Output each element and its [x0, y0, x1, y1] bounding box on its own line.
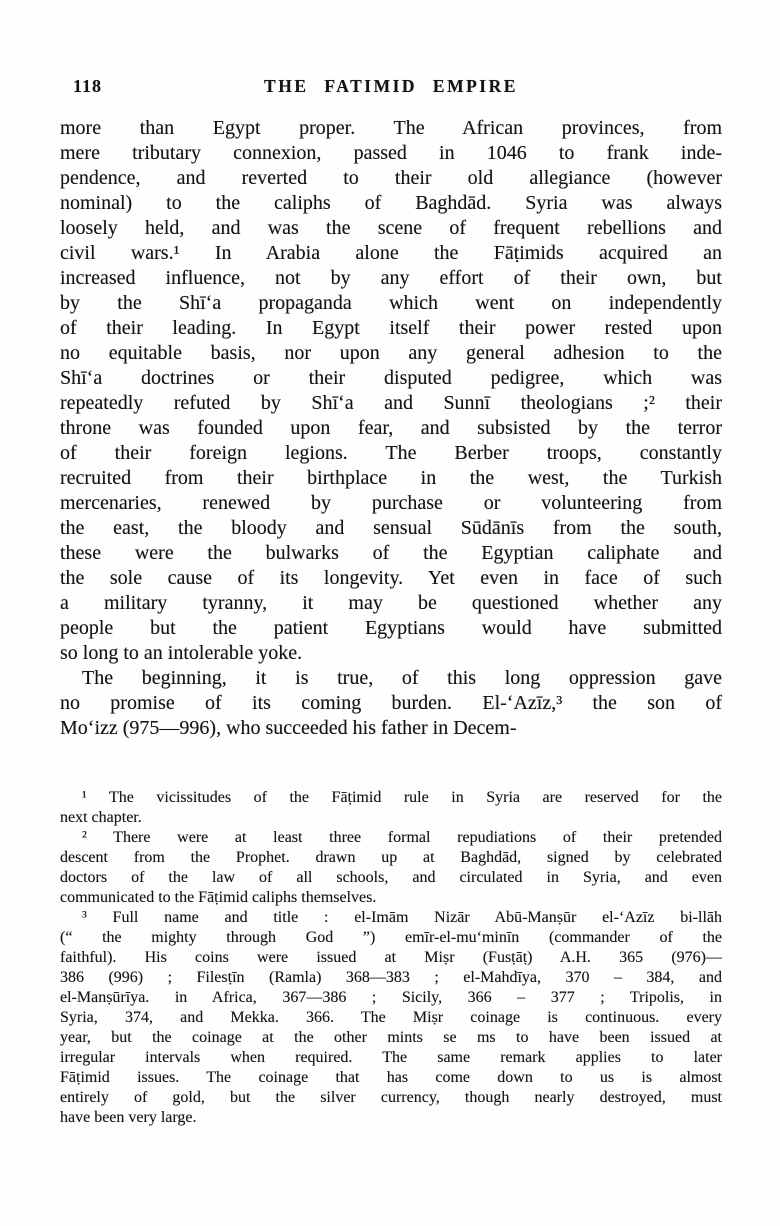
- text-line: have been very large.: [60, 1109, 197, 1126]
- footnotes: [60, 788, 722, 1128]
- text-line: throne was founded upon fear, and subsisted by the terror: [60, 417, 722, 439]
- page-header: [60, 76, 722, 100]
- text-line: a military tyranny, it may be questioned whether any: [60, 592, 722, 614]
- text-line: mercenaries, renewed by purchase or volunteering from: [60, 492, 722, 514]
- text-line: nominal) to the caliphs of Baghdād. Syria was always: [60, 192, 722, 214]
- text-line: doctors of the law of all schools, and circulated in Syria, and even: [60, 869, 722, 886]
- text-line: no promise of its coming burden. El-‘Azīz,³ the son of: [60, 692, 722, 714]
- text-line: recruited from their birthplace in the west, the Turkish: [60, 467, 722, 489]
- text-line: pendence, and reverted to their old allegiance (however: [60, 167, 722, 189]
- text-line: mere tributary connexion, passed in 1046 to frank inde-: [60, 142, 722, 164]
- text-line: people but the patient Egyptians would have submitted: [60, 617, 722, 639]
- text-line: (“ the mighty through God ”) emīr-el-mu‘minīn (commander of the: [60, 929, 722, 946]
- text-line: of their leading. In Egypt itself their power rested upon: [60, 317, 722, 339]
- body-text: [60, 116, 722, 741]
- text-line: these were the bulwarks of the Egyptian caliphate and: [60, 542, 722, 564]
- text-line: ² There were at least three formal repudiations of their pretended: [82, 829, 722, 846]
- text-line: the east, the bloody and sensual Sūdānīs from the south,: [60, 517, 722, 539]
- text-line: communicated to the Fāṭimid caliphs themselves.: [60, 889, 377, 906]
- running-title: THE FATIMID EMPIRE: [264, 76, 518, 96]
- text-line: so long to an intolerable yoke.: [60, 642, 303, 664]
- text-line: ³ Full name and title : el-Imām Nizār Abū-Manṣūr el-‘Azīz bi-llāh: [82, 909, 722, 926]
- text-line: ¹ The vicissitudes of the Fāṭimid rule in Syria are reserved for the: [82, 789, 722, 806]
- text-line: el-Manṣūrīya. in Africa, 367—386 ; Sicily, 366 – 377 ; Tripolis, in: [60, 989, 722, 1006]
- page-number: 118: [73, 76, 103, 96]
- text-line: loosely held, and was the scene of frequent rebellions and: [60, 217, 722, 239]
- text-line: 386 (996) ; Filesṭīn (Ramla) 368—383 ; el-Mahdīya, 370 – 384, and: [60, 969, 722, 986]
- text-line: of their foreign legions. The Berber troops, constantly: [60, 442, 722, 464]
- text-line: descent from the Prophet. drawn up at Baghdād, signed by celebrated: [60, 849, 722, 866]
- text-line: Syria, 374, and Mekka. 366. The Miṣr coinage is continuous. every: [60, 1009, 722, 1026]
- text-line: more than Egypt proper. The African provinces, from: [60, 117, 722, 139]
- text-line: The beginning, it is true, of this long oppression gave: [82, 667, 722, 689]
- text-line: faithful). His coins were issued at Miṣr (Fusṭāṭ) A.H. 365 (976)—: [60, 949, 722, 966]
- text-line: civil wars.¹ In Arabia alone the Fāṭimids acquired an: [60, 242, 722, 264]
- text-line: entirely of gold, but the silver currency, though nearly destroyed, must: [60, 1089, 722, 1106]
- text-line: the sole cause of its longevity. Yet even in face of such: [60, 567, 722, 589]
- text-line: increased influence, not by any effort of their own, but: [60, 267, 722, 289]
- text-line: repeatedly refuted by Shī‘a and Sunnī theologians ;² their: [60, 392, 722, 414]
- text-line: irregular intervals when required. The same remark applies to later: [60, 1049, 722, 1066]
- text-line: year, but the coinage at the other mints se ms to have been issued at: [60, 1029, 722, 1046]
- text-line: no equitable basis, nor upon any general adhesion to the: [60, 342, 722, 364]
- text-line: Mo‘izz (975—996), who succeeded his father in Decem-: [60, 717, 517, 739]
- text-line: Shī‘a doctrines or their disputed pedigree, which was: [60, 367, 722, 389]
- text-line: Fāṭimid issues. The coinage that has come down to us is almost: [60, 1069, 722, 1086]
- text-line: next chapter.: [60, 809, 142, 826]
- text-line: by the Shī‘a propaganda which went on independently: [60, 292, 722, 314]
